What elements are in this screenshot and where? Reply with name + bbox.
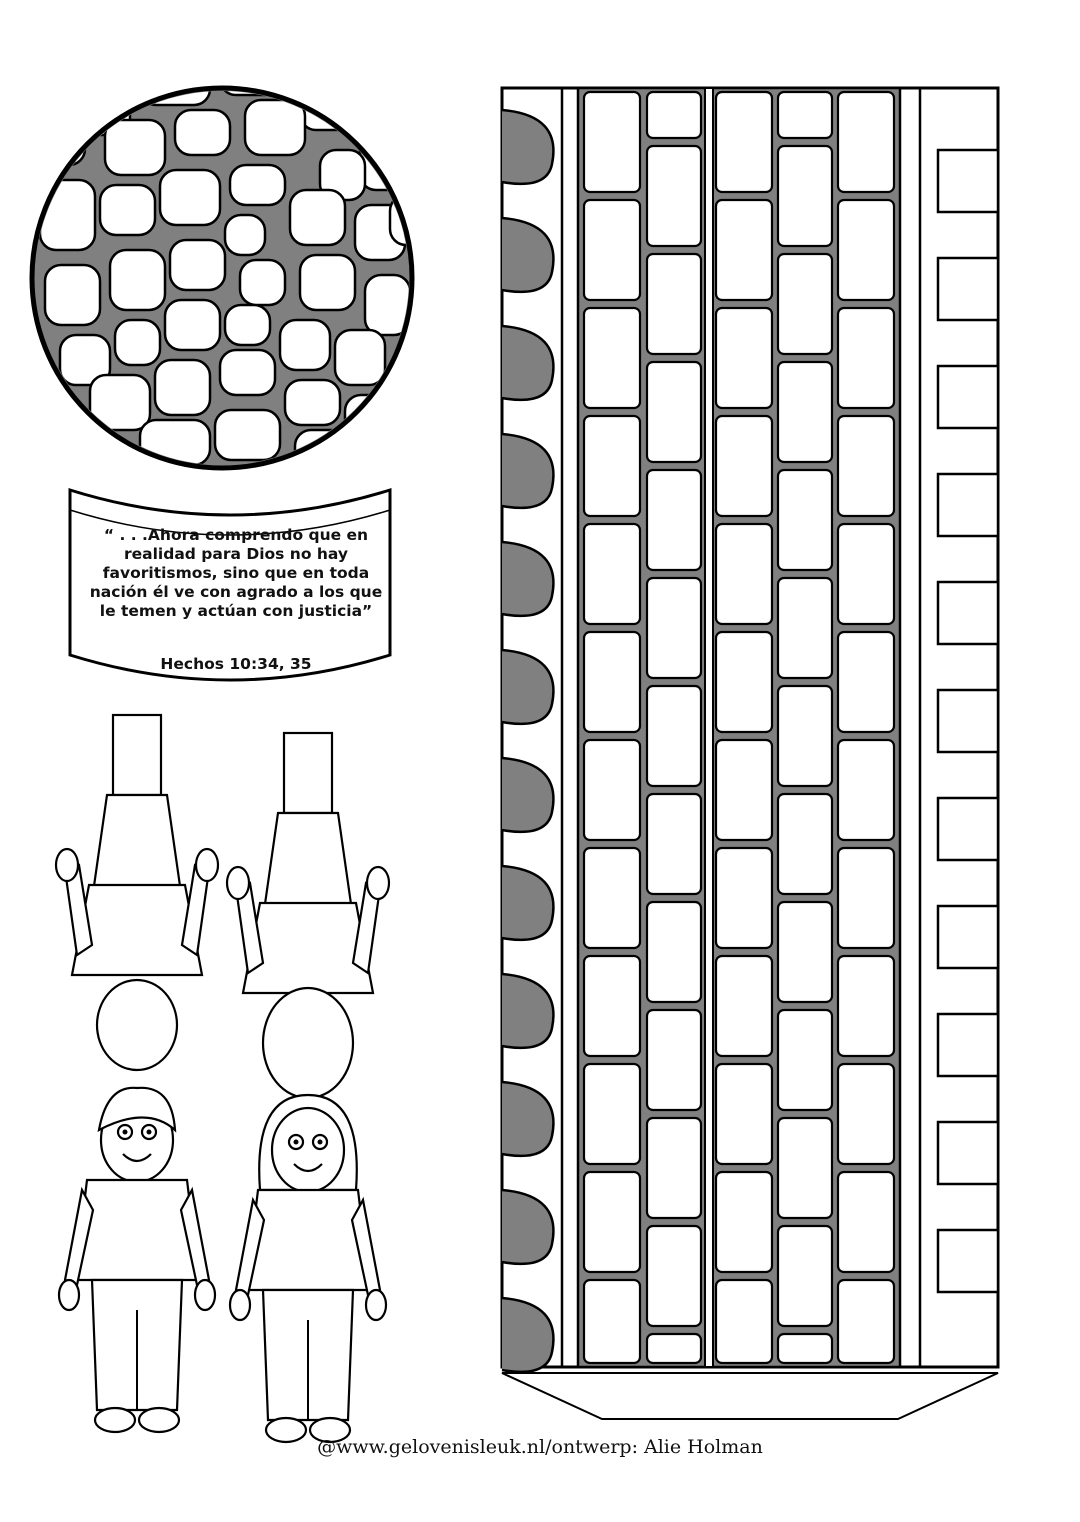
brick — [778, 470, 832, 570]
pupil-right — [318, 1140, 323, 1145]
hand-front-left — [59, 1280, 79, 1310]
brick — [647, 92, 701, 138]
brick — [584, 200, 640, 300]
brick — [716, 308, 772, 408]
boy-figure — [56, 715, 218, 1432]
brick — [838, 416, 894, 516]
brick — [778, 92, 832, 138]
right-crenel — [938, 366, 998, 428]
stone — [225, 215, 265, 255]
verse-reference: Hechos 10:34, 35 — [160, 655, 312, 673]
brick — [838, 632, 894, 732]
stone — [220, 350, 275, 395]
brick — [778, 1334, 832, 1363]
stone — [155, 360, 210, 415]
brick — [584, 740, 640, 840]
brick — [716, 632, 772, 732]
pupil-left — [294, 1140, 299, 1145]
brick — [584, 308, 640, 408]
paper-tab — [113, 715, 161, 795]
stone — [170, 240, 225, 290]
hand-front-right — [195, 1280, 215, 1310]
stone — [40, 180, 95, 250]
brick — [647, 362, 701, 462]
brick — [584, 632, 640, 732]
stone — [100, 185, 155, 235]
brick — [838, 1064, 894, 1164]
brick — [716, 416, 772, 516]
hand-back-right — [367, 867, 389, 899]
head-back — [263, 988, 353, 1098]
brick — [716, 1280, 772, 1363]
hand-back-right — [196, 849, 218, 881]
brick — [716, 200, 772, 300]
brick — [716, 848, 772, 948]
brick — [647, 1226, 701, 1326]
brick — [778, 578, 832, 678]
brick — [778, 1118, 832, 1218]
verse-text: “ . . .Ahora comprendo que en realidad para Dios no hay favoritismos, sino que en toda nación él ve con agrado a los que le temen y actúan con justicia” — [89, 526, 383, 620]
shoe-left — [95, 1408, 135, 1432]
stone — [290, 190, 345, 245]
brick — [647, 1334, 701, 1363]
brick — [716, 740, 772, 840]
brick — [647, 1118, 701, 1218]
brick — [838, 200, 894, 300]
brick — [838, 524, 894, 624]
stone — [165, 300, 220, 350]
credit-line: @www.gelovenisleuk.nl/ontwerp: Alie Holman — [317, 1436, 763, 1458]
brick — [584, 416, 640, 516]
brick — [716, 1172, 772, 1272]
brick — [647, 794, 701, 894]
brick — [716, 956, 772, 1056]
brick — [838, 848, 894, 948]
stone — [105, 120, 165, 175]
brick — [584, 1064, 640, 1164]
hand-front-left — [230, 1290, 250, 1320]
brick — [584, 524, 640, 624]
brick — [778, 1010, 832, 1110]
stone — [115, 320, 160, 365]
stone — [335, 330, 385, 385]
brick — [647, 686, 701, 786]
brick — [584, 956, 640, 1056]
girl-figure — [227, 733, 389, 1442]
face — [272, 1108, 344, 1192]
stone — [300, 255, 355, 310]
torso-front — [246, 1190, 370, 1290]
right-crenel — [938, 150, 998, 212]
right-crenel — [938, 1014, 998, 1076]
hand-back-left — [227, 867, 249, 899]
stone — [280, 320, 330, 370]
brick — [584, 1280, 640, 1363]
torso-back — [243, 903, 373, 993]
brick — [584, 848, 640, 948]
torso-front — [75, 1180, 199, 1280]
brick — [716, 1064, 772, 1164]
stone — [225, 305, 270, 345]
shoe-right — [139, 1408, 179, 1432]
column-divider — [705, 88, 713, 1367]
pupil-right — [147, 1130, 152, 1135]
right-crenel — [938, 582, 998, 644]
torso-back — [72, 885, 202, 975]
brick — [778, 1226, 832, 1326]
right-crenel — [938, 690, 998, 752]
stone — [140, 420, 210, 465]
brick — [647, 902, 701, 1002]
brick — [778, 794, 832, 894]
brick — [838, 1172, 894, 1272]
stone — [110, 250, 165, 310]
brick — [838, 92, 894, 192]
stone — [160, 170, 220, 225]
brick — [778, 362, 832, 462]
stone — [140, 60, 210, 105]
stone — [240, 260, 285, 305]
brick — [778, 902, 832, 1002]
stone — [45, 265, 100, 325]
brick — [647, 1010, 701, 1110]
right-crenel — [938, 474, 998, 536]
stone — [285, 380, 340, 425]
brick — [838, 740, 894, 840]
brick — [647, 578, 701, 678]
brick — [778, 146, 832, 246]
head-back — [97, 980, 177, 1070]
brick-wall-strip — [502, 88, 998, 1419]
stone — [245, 100, 305, 155]
brick — [778, 686, 832, 786]
stone — [175, 110, 230, 155]
brick — [716, 524, 772, 624]
hand-back-left — [56, 849, 78, 881]
glue-tab — [502, 1373, 998, 1419]
stone — [215, 410, 280, 460]
brick — [778, 254, 832, 354]
right-crenel — [938, 1122, 998, 1184]
paper-tab — [284, 733, 332, 813]
brick — [838, 1280, 894, 1363]
brick — [838, 308, 894, 408]
brick — [584, 1172, 640, 1272]
brick — [647, 470, 701, 570]
stone — [230, 165, 285, 205]
brick — [584, 92, 640, 192]
pupil-left — [123, 1130, 128, 1135]
right-crenel — [938, 798, 998, 860]
brick — [716, 92, 772, 192]
right-crenel — [938, 906, 998, 968]
stone-well-circle — [32, 55, 425, 470]
right-crenel — [938, 258, 998, 320]
brick — [647, 146, 701, 246]
brick — [647, 254, 701, 354]
brick — [838, 956, 894, 1056]
right-crenel — [938, 1230, 998, 1292]
hand-front-right — [366, 1290, 386, 1320]
